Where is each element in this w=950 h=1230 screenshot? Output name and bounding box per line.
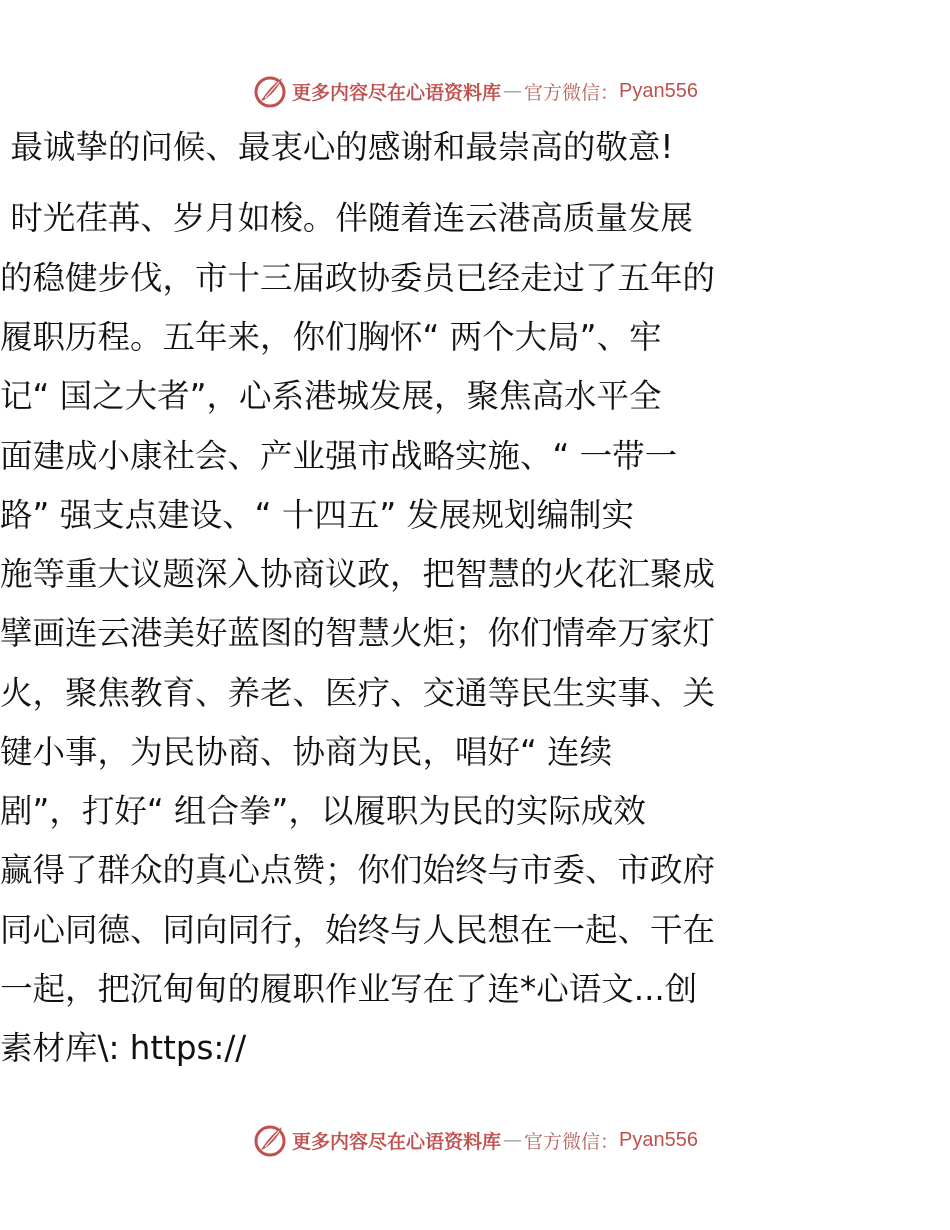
banner-wechat-label: 官方微信： bbox=[524, 1130, 620, 1153]
banner-wechat-id: Pyan556 bbox=[619, 1128, 698, 1151]
text-line: 赢得了群众的真心点赞；你们始终与市委、市政府 bbox=[0, 851, 716, 889]
banner-brand-text: 更多内容尽在心语资料库 bbox=[292, 81, 502, 104]
text-line: 时光荏苒、岁月如梭。伴随着连云港高质量发展 bbox=[0, 199, 693, 237]
feather-pen-circle-icon bbox=[252, 1122, 288, 1158]
banner-brand-text: 更多内容尽在心语资料库 bbox=[292, 1130, 502, 1153]
text-line: 最诚挚的问候、最衷心的感谢和最崇高的敬意! bbox=[0, 128, 674, 166]
text-line: 擘画连云港美好蓝图的智慧火炬；你们情牵万家灯 bbox=[0, 614, 716, 652]
banner-wechat-id: Pyan556 bbox=[619, 79, 698, 102]
text-line: 履职历程。五年来，你们胸怀“ 两个大局”、牢 bbox=[0, 318, 662, 356]
banner-separator: — bbox=[503, 80, 523, 102]
footer-banner bbox=[0, 1120, 950, 1160]
text-line: 面建成小康社会、产业强市战略实施、“ 一带一 bbox=[0, 437, 678, 475]
text-line: 的稳健步伐，市十三届政协委员已经走过了五年的 bbox=[0, 259, 716, 297]
header-banner bbox=[0, 71, 950, 111]
text-line: 路” 强支点建设、“ 十四五” 发展规划编制实 bbox=[0, 496, 635, 534]
text-line: 记“ 国之大者”，心系港城发展，聚焦高水平全 bbox=[0, 377, 662, 415]
text-line: 施等重大议题深入协商议政，把智慧的火花汇聚成 bbox=[0, 555, 716, 593]
text-line: 同心同德、同向同行，始终与人民想在一起、干在 bbox=[0, 911, 716, 949]
text-line: 剧”，打好“ 组合拳”，以履职为民的实际成效 bbox=[0, 792, 646, 830]
feather-pen-circle-icon bbox=[252, 73, 288, 109]
text-line: 火，聚焦教育、养老、医疗、交通等民生实事、关 bbox=[0, 674, 716, 712]
banner-separator: — bbox=[503, 1129, 523, 1151]
text-line: 一起，把沉甸甸的履职作业写在了连*心语文...创 bbox=[0, 970, 698, 1008]
banner-wechat-label: 官方微信： bbox=[524, 81, 620, 104]
text-line: 键小事，为民协商、协商为民，唱好“ 连续 bbox=[0, 733, 613, 771]
text-line: 素材库\: https:// bbox=[0, 1029, 247, 1067]
